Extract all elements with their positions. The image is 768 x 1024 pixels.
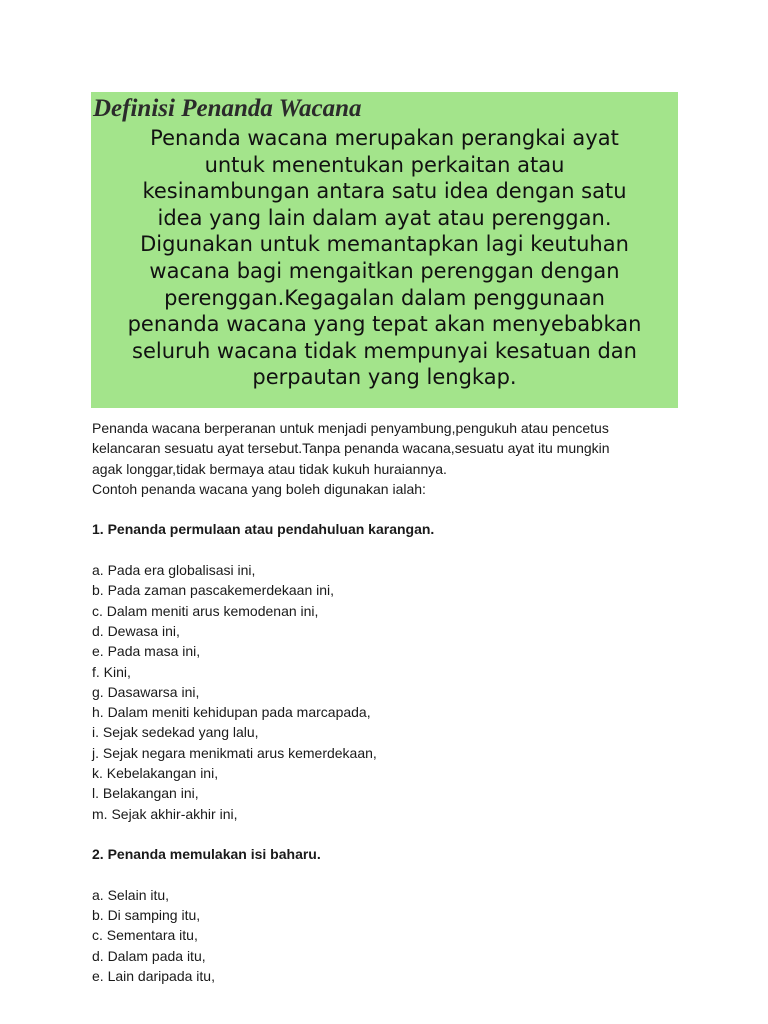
definition-line: penanda wacana yang tepat akan menyebabkan — [127, 312, 642, 337]
definition-box — [91, 92, 678, 408]
definition-line: idea yang lain dalam ayat atau perenggan. — [157, 205, 612, 230]
list-item: j. Sejak negara menikmati arus kemerdekaan, — [92, 744, 377, 761]
list-item: a. Selain itu, — [92, 886, 170, 903]
definition-line: wacana bagi mengaitkan perenggan dengan — [149, 258, 620, 283]
list-item: l. Belakangan ini, — [92, 785, 199, 802]
intro-line: Contoh penanda wacana yang boleh digunakan ialah: — [92, 480, 426, 497]
definition-line: Penanda wacana merupakan perangkai ayat — [150, 126, 619, 150]
section-2-heading: 2. Penanda memulakan isi baharu. — [92, 846, 321, 863]
intro-line: Penanda wacana berperanan untuk menjadi penyambung,pengukuh atau pencetus — [92, 420, 609, 436]
list-item: h. Dalam meniti kehidupan pada marcapada, — [92, 704, 371, 721]
list-item: g. Dasawarsa ini, — [92, 683, 200, 700]
definition-line: kesinambungan antara satu idea dengan satu — [142, 179, 627, 204]
section-1-list — [92, 560, 692, 824]
list-item: a. Pada era globalisasi ini, — [92, 562, 256, 579]
intro-line: kelancaran sesuatu ayat tersebut.Tanpa penanda wacana,sesuatu ayat itu mungkin — [92, 440, 610, 457]
definition-line: perenggan.Kegagalan dalam penggunaan — [164, 285, 605, 310]
definition-title: Definisi Penanda Wacana — [93, 95, 362, 122]
intro-line: agak longgar,tidak bermaya atau tidak kukuh huraiannya. — [92, 460, 447, 477]
spacer — [92, 540, 692, 560]
intro-paragraph — [92, 418, 692, 499]
list-item: k. Kebelakangan ini, — [92, 765, 219, 782]
list-item: e. Lain daripada itu, — [92, 968, 215, 985]
list-item: e. Pada masa ini, — [92, 643, 201, 660]
section-1-heading: 1. Penanda permulaan atau pendahuluan karangan. — [92, 521, 435, 538]
spacer — [92, 824, 692, 844]
list-item: i. Sejak sedekad yang lalu, — [92, 724, 259, 741]
spacer — [92, 865, 692, 885]
list-item: d. Dalam pada itu, — [92, 947, 206, 964]
definition-line: Digunakan untuk memantapkan lagi keutuhan — [140, 232, 629, 257]
list-item: m. Sejak akhir-akhir ini, — [92, 805, 238, 822]
section-2-list — [92, 885, 692, 986]
list-item: b. Pada zaman pascakemerdekaan ini, — [92, 582, 335, 599]
document-body — [92, 418, 692, 986]
list-item: c. Dalam meniti arus kemodenan ini, — [92, 602, 319, 619]
definition-text — [91, 125, 678, 391]
definition-line: untuk menentukan perkaitan atau — [204, 152, 565, 177]
list-item: f. Kini, — [92, 663, 131, 680]
definition-line: perpautan yang lengkap. — [252, 365, 517, 390]
definition-line: seluruh wacana tidak mempunyai kesatuan dan — [132, 338, 637, 363]
list-item: b. Di samping itu, — [92, 907, 201, 924]
spacer — [92, 499, 692, 519]
list-item: d. Dewasa ini, — [92, 622, 180, 639]
list-item: c. Sementara itu, — [92, 927, 198, 944]
